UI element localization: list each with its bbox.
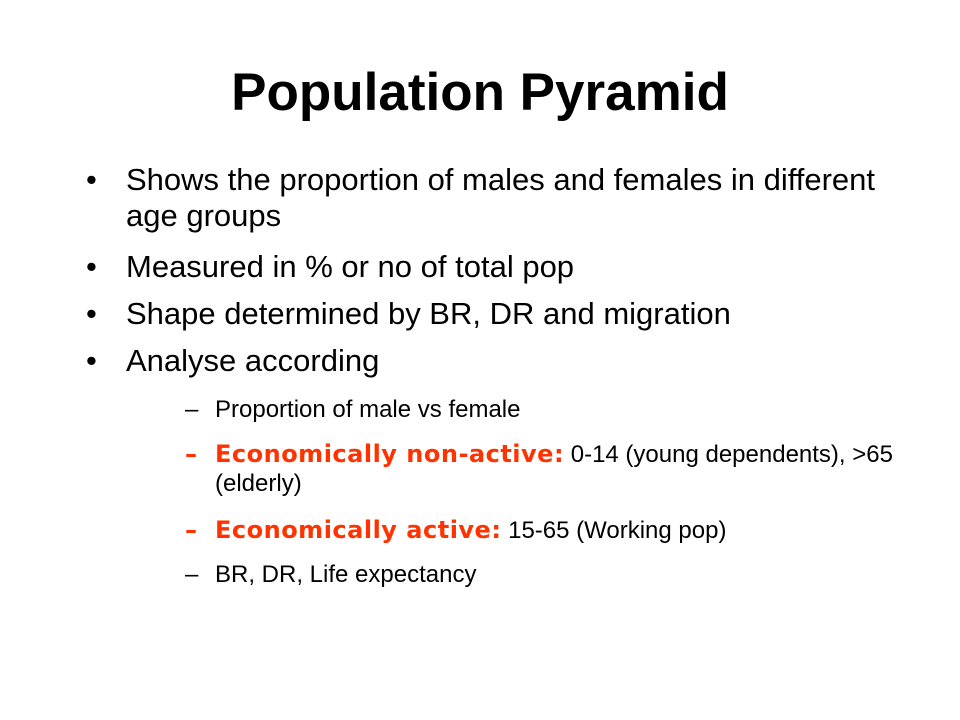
slide-title: Population Pyramid bbox=[231, 63, 729, 122]
sub-bullet-dash: – bbox=[185, 561, 199, 588]
sub-bullet-text bbox=[215, 395, 905, 424]
sub-bullet-text bbox=[215, 560, 905, 589]
bullet-text: Shape determined by BR, DR and migration bbox=[126, 296, 731, 331]
bullet-symbol: • bbox=[86, 249, 97, 284]
sub-bullet-body: 15-65 (Working pop) bbox=[501, 517, 727, 544]
bullet-text: Shows the proportion of males and females in different age groups bbox=[126, 162, 876, 233]
sub-bullet-body: Proportion of male vs female bbox=[215, 396, 521, 423]
sub-bullet-body: BR, DR, Life expectancy bbox=[215, 561, 477, 588]
bullet-text: Analyse according bbox=[126, 343, 380, 378]
bullet-symbol: • bbox=[86, 343, 97, 378]
bullet-text: Measured in % or no of total pop bbox=[126, 249, 575, 284]
bullet-symbol: • bbox=[86, 296, 97, 331]
sub-bullet-dash: – bbox=[185, 516, 198, 544]
sub-bullet-dash: – bbox=[185, 440, 198, 468]
sub-bullet-dash: – bbox=[185, 396, 199, 423]
sub-bullet-body: 0-14 (young dependents), >65 (elderly) bbox=[215, 441, 893, 497]
sub-bullet-emphasis: Economically active: bbox=[215, 516, 502, 544]
sub-bullet-text bbox=[215, 516, 905, 545]
bullet-symbol: • bbox=[86, 162, 97, 197]
sub-bullet-emphasis: Economically non-active: bbox=[215, 440, 565, 468]
sub-bullet-text bbox=[215, 440, 905, 498]
